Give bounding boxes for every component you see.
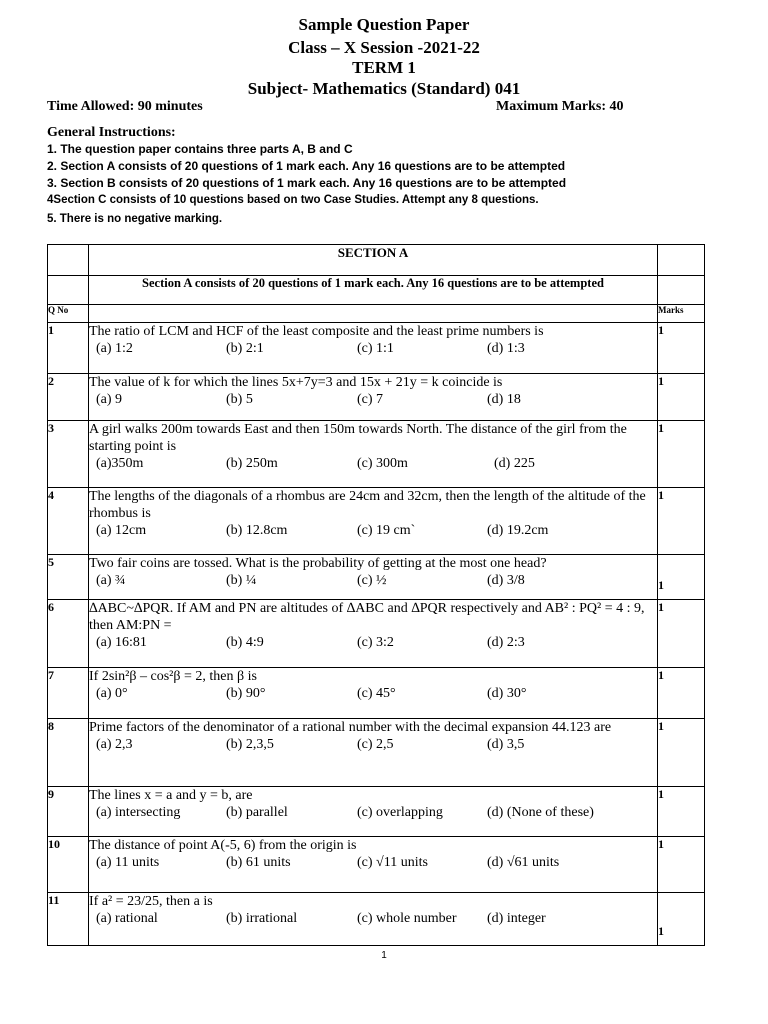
instruction-item: 4Section C consists of 10 questions based on two Case Studies. Attempt any 8 questions. — [47, 194, 539, 206]
question-marks: 1 — [658, 374, 705, 421]
class-session: Class – X Session -2021-22 — [288, 38, 480, 57]
instruction-item: 3. Section B consists of 20 questions of 1 mark each. Any 16 questions are to be attempted — [47, 176, 567, 190]
qno-column-header: Q No — [48, 305, 89, 323]
option-c: (c) 1:1 — [357, 341, 394, 356]
question-row — [48, 555, 705, 600]
question-marks: 1 — [658, 787, 705, 837]
question-text: The distance of point A(-5, 6) from the origin is — [89, 838, 357, 853]
question-row — [48, 837, 705, 893]
option-d: (d) (None of these) — [487, 805, 594, 820]
question-marks: 1 — [658, 893, 705, 946]
option-c: (c) √11 units — [357, 855, 428, 870]
question-text: If a² = 23/25, then a is — [89, 894, 213, 909]
option-c: (c) overlapping — [357, 805, 443, 820]
question-text: ∆ABC~∆PQR. If AM and PN are altitudes of ∆ABC and ∆PQR respectively and AB² : PQ² = 4 : 9, then AM:PN = — [89, 601, 645, 633]
instructions-title: General Instructions: — [47, 125, 176, 140]
option-c: (c) 45° — [357, 686, 396, 701]
option-b: (b) 2:1 — [226, 341, 264, 356]
option-d: (d) 19.2cm — [487, 523, 549, 538]
option-a: (a) 1:2 — [96, 341, 133, 356]
time-allowed: Time Allowed: 90 minutes — [47, 99, 203, 114]
question-number: 9 — [48, 787, 89, 837]
question-number: 1 — [48, 323, 89, 374]
option-b: (b) 61 units — [226, 855, 291, 870]
page-number: 1 — [381, 950, 387, 961]
question-text: The value of k for which the lines 5x+7y=3 and 15x + 21y = k coincide is — [89, 375, 503, 390]
option-b: (b) 12.8cm — [226, 523, 288, 538]
option-d: (d) 30° — [487, 686, 527, 701]
option-c: (c) whole number — [357, 911, 457, 926]
option-d: (d) 1:3 — [487, 341, 525, 356]
option-a: (a) 2,3 — [96, 737, 133, 752]
option-b: (b) irrational — [226, 911, 298, 926]
question-marks: 1 — [658, 837, 705, 893]
question-row — [48, 488, 705, 555]
option-d: (d) 3,5 — [487, 737, 525, 752]
question-marks: 1 — [658, 323, 705, 374]
question-number: 2 — [48, 374, 89, 421]
subject-label: Subject- Mathematics (Standard) 041 — [247, 79, 521, 98]
question-number: 4 — [48, 488, 89, 555]
option-a: (a) intersecting — [96, 805, 181, 820]
option-c: (c) 300m — [357, 456, 408, 471]
section-heading: SECTION A — [89, 245, 658, 276]
option-a: (a) 9 — [96, 392, 123, 407]
option-a: (a) 11 units — [96, 855, 160, 870]
option-a: (a) 12cm — [96, 523, 147, 538]
option-b: (b) 5 — [226, 392, 253, 407]
option-d: (d) √61 units — [487, 855, 560, 870]
option-a: (a) ¾ — [96, 573, 126, 588]
question-row — [48, 323, 705, 374]
question-marks: 1 — [658, 668, 705, 719]
option-d: (d) 18 — [487, 392, 521, 407]
question-row — [48, 719, 705, 787]
question-marks: 1 — [658, 719, 705, 787]
option-b: (b) ¼ — [226, 573, 257, 588]
instruction-item: 2. Section A consists of 20 questions of 1 mark each. Any 16 questions are to be attempted — [47, 159, 566, 173]
option-b: (b) 4:9 — [226, 635, 264, 650]
instruction-item: 5. There is no negative marking. — [47, 213, 223, 225]
option-a: (a) rational — [96, 911, 158, 926]
term-label: TERM 1 — [352, 58, 416, 77]
option-b: (b) 250m — [226, 456, 278, 471]
question-number: 10 — [48, 837, 89, 893]
question-row — [48, 600, 705, 668]
question-row — [48, 668, 705, 719]
instruction-item: 1. The question paper contains three parts A, B and C — [47, 142, 353, 156]
question-number: 3 — [48, 421, 89, 488]
question-number: 11 — [48, 893, 89, 946]
question-marks: 1 — [658, 555, 705, 600]
option-a: (a) 0° — [96, 686, 128, 701]
question-row — [48, 893, 705, 946]
question-marks: 1 — [658, 421, 705, 488]
option-c: (c) 2,5 — [357, 737, 394, 752]
question-text: A girl walks 200m towards East and then 150m towards North. The distance of the girl from the starting point is — [89, 422, 627, 454]
option-d: (d) 225 — [494, 456, 535, 471]
paper-title: Sample Question Paper — [298, 15, 470, 34]
question-text: The lengths of the diagonals of a rhombus are 24cm and 32cm, then the length of the altitude of the rhombus is — [89, 489, 646, 521]
question-text: The lines x = a and y = b, are — [89, 788, 253, 803]
question-number: 5 — [48, 555, 89, 600]
question-number: 6 — [48, 600, 89, 668]
question-text: Prime factors of the denominator of a rational number with the decimal expansion 44.123 are — [89, 720, 612, 735]
question-row — [48, 374, 705, 421]
question-row — [48, 421, 705, 488]
question-row — [48, 787, 705, 837]
question-marks: 1 — [658, 488, 705, 555]
option-a: (a)350m — [96, 456, 144, 471]
option-a: (a) 16:81 — [96, 635, 147, 650]
option-b: (b) 90° — [226, 686, 266, 701]
option-c: (c) 3:2 — [357, 635, 394, 650]
marks-column-header: Marks — [658, 305, 705, 323]
question-marks: 1 — [658, 600, 705, 668]
question-text: Two fair coins are tossed. What is the probability of getting at the most one head? — [89, 556, 547, 571]
option-d: (d) integer — [487, 911, 546, 926]
option-c: (c) ½ — [357, 573, 387, 588]
option-d: (d) 2:3 — [487, 635, 525, 650]
question-number: 8 — [48, 719, 89, 787]
question-number: 7 — [48, 668, 89, 719]
question-table — [47, 244, 705, 946]
option-b: (b) parallel — [226, 805, 288, 820]
option-c: (c) 19 cm` — [357, 523, 416, 538]
section-instructions: Section A consists of 20 questions of 1 mark each. Any 16 questions are to be attempted — [89, 276, 658, 305]
question-text: The ratio of LCM and HCF of the least composite and the least prime numbers is — [89, 324, 544, 339]
option-c: (c) 7 — [357, 392, 384, 407]
maximum-marks: Maximum Marks: 40 — [496, 99, 624, 114]
question-text: If 2sin²β – cos²β = 2, then β is — [89, 669, 257, 684]
option-d: (d) 3/8 — [487, 573, 525, 588]
option-b: (b) 2,3,5 — [226, 737, 274, 752]
